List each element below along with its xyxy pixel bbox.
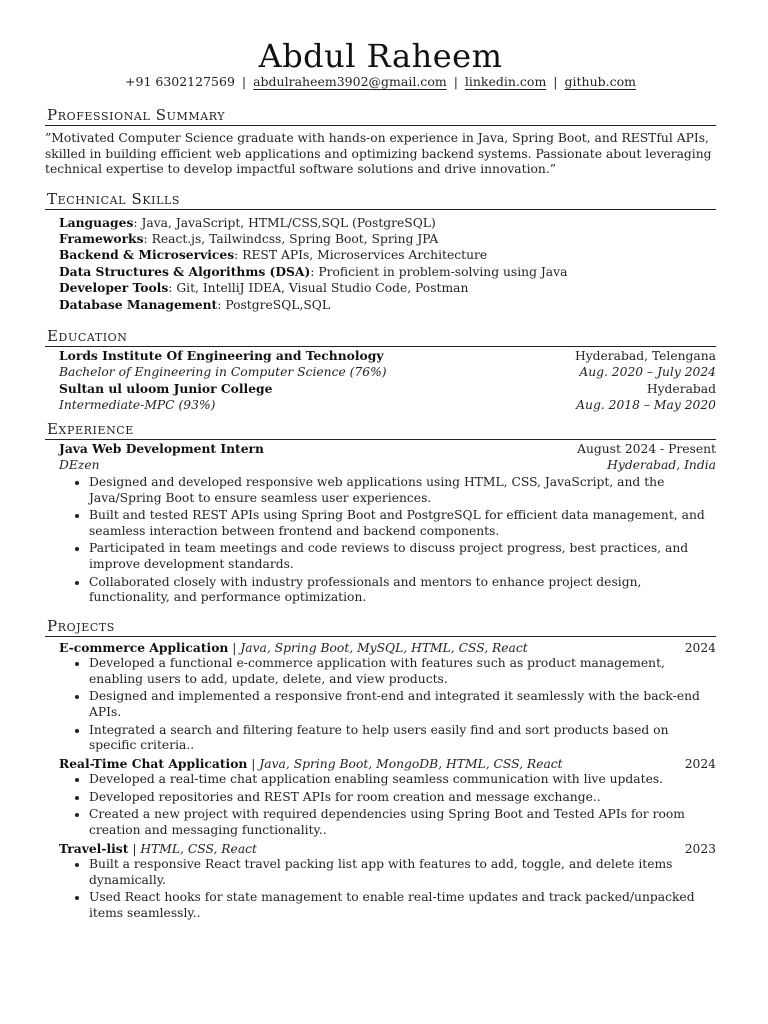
school-name-text: Lords Institute Of Engineering and Technology (59, 347, 384, 363)
skill-value: REST APIs, Microservices Architecture (242, 248, 488, 263)
job-location: Hyderabad, India (607, 458, 716, 473)
education-heading: Education (45, 327, 716, 347)
project-year: 2024 (684, 756, 716, 771)
skill-label: Frameworks (59, 230, 144, 246)
skill-separator: : (143, 231, 152, 246)
education-row (59, 364, 716, 381)
project-divider: | (128, 841, 141, 856)
bullet-item: • Developed a real-time chat application enabling seamless communication with live updates. (89, 772, 716, 788)
project-tech: Java, Spring Boot, MySQL, HTML, CSS, React (240, 640, 528, 655)
skill-value: React.js, Tailwindcss, Spring Boot, Spring JPA (151, 231, 439, 246)
projects-heading: Projects (45, 617, 716, 637)
projects-list (45, 640, 716, 922)
bullet-item: • Developed a functional e-commerce application with features such as product management, enabling users to add, update, delete, and view products. (89, 656, 716, 687)
email-link[interactable]: abdulraheem3902@gmail.com (253, 74, 447, 89)
project-heading (59, 756, 563, 773)
skill-label: Backend & Microservices (59, 247, 235, 263)
skill-line (59, 280, 716, 296)
experience-row (59, 457, 716, 474)
project-bullets (45, 857, 716, 921)
project-name: E-commerce Application (59, 639, 229, 655)
project-entry (45, 640, 716, 657)
job-role (59, 441, 264, 458)
skill-value: PostgreSQL,SQL (225, 297, 331, 312)
project-divider: | (247, 756, 260, 771)
skill-separator: : (310, 264, 319, 279)
project-bullets (45, 656, 716, 754)
skills-list (45, 215, 716, 313)
project-tech: Java, Spring Boot, MongoDB, HTML, CSS, React (259, 756, 563, 771)
skill-label: Data Structures & Algorithms (DSA) (59, 263, 311, 279)
experience-entry (45, 441, 716, 474)
school-name-text: Sultan ul uloom Junior College (59, 380, 273, 396)
project-tech: HTML, CSS, React (140, 841, 257, 856)
github-link[interactable]: github.com (564, 74, 636, 89)
bullet-item: • Collaborated closely with industry professionals and mentors to enhance project design, functionality, and performance optimization. (89, 575, 716, 606)
bullet-item: • Integrated a search and filtering feature to help users easily find and sort products based on specific criteria.. (89, 723, 716, 754)
linkedin-link[interactable]: linkedin.com (464, 74, 547, 89)
experience-bullets (45, 475, 716, 606)
skill-line (59, 247, 716, 263)
job-dates: August 2024 - Present (577, 441, 716, 456)
project-entry (45, 841, 716, 858)
job-role-text: Java Web Development Intern (59, 440, 264, 456)
project-bullets (45, 772, 716, 838)
school-name (59, 348, 383, 365)
company-name: DEzen (59, 458, 100, 473)
bullet-item: • Created a new project with required dependencies using Spring Boot and Tested APIs for room creation and messaging functionality.. (89, 807, 716, 838)
project-year: 2024 (684, 640, 716, 655)
bullet-item: • Designed and implemented a responsive front-end and integrated it seamlessly with the back-end APIs. (89, 689, 716, 720)
project-row (59, 640, 716, 657)
education-entry (45, 381, 716, 414)
experience-row (59, 441, 716, 458)
project-year: 2023 (684, 841, 716, 856)
bullet-item: • Used React hooks for state management to enable real-time updates and track packed/unpacked items seamlessly.. (89, 890, 716, 921)
experience-list (45, 441, 716, 606)
education-list (45, 348, 716, 414)
degree: Bachelor of Engineering in Computer Science (76%) (59, 365, 387, 380)
education-row (59, 348, 716, 365)
separator: | (553, 74, 558, 89)
project-divider: | (228, 640, 241, 655)
skill-line (59, 215, 716, 231)
project-row (59, 841, 716, 858)
skill-value: Proficient in problem-solving using Java (318, 264, 568, 279)
bullet-item: • Participated in team meetings and code reviews to discuss project progress, best practices, and improve development standards. (89, 541, 716, 572)
skill-value: Java, JavaScript, HTML/CSS,SQL (PostgreSQL) (141, 215, 436, 230)
bullet-item: • Designed and developed responsive web applications using HTML, CSS, JavaScript, and the Java/Spring Boot to ensure seamless user experiences. (89, 475, 716, 506)
summary-heading: Professional Summary (45, 106, 716, 126)
skill-separator: : (133, 215, 142, 230)
skill-line (59, 264, 716, 280)
skills-heading: Technical Skills (45, 190, 716, 210)
skill-label: Developer Tools (59, 280, 169, 296)
candidate-name: Abdul Raheem (258, 37, 503, 75)
experience-heading: Experience (45, 420, 716, 440)
skill-separator: : (234, 248, 243, 263)
degree: Intermediate-MPC (93%) (59, 398, 216, 413)
school-location: Hyderabad (646, 381, 716, 396)
project-heading (59, 640, 528, 657)
bullet-item: • Built and tested REST APIs using Spring Boot and PostgreSQL for efficient data management, and seamless interaction between frontend and backend components. (89, 508, 716, 539)
school-name (59, 381, 272, 398)
skill-value: Git, IntelliJ IDEA, Visual Studio Code, Postman (176, 281, 469, 296)
separator: | (241, 74, 247, 89)
education-row (59, 397, 716, 414)
project-heading (59, 841, 257, 858)
summary-text: ”Motivated Computer Science graduate with hands-on experience in Java, Spring Boot, and RESTful APIs, skilled in building efficient web applications and optimizing backend systems. Passionate about leveraging technical expertise to develop impactful software solutions and drive innovation.” (45, 131, 712, 176)
skill-separator: : (168, 281, 177, 296)
project-entry (45, 756, 716, 773)
skill-line (59, 297, 716, 313)
project-name: Real-Time Chat Application (59, 755, 248, 771)
education-row (59, 381, 716, 398)
bullet-item: • Built a responsive React travel packing list app with features to add, toggle, and delete items dynamically. (89, 857, 716, 888)
skill-label: Languages (59, 214, 134, 230)
phone-number: +91 6302127569 (125, 74, 235, 89)
bullet-item: • Developed repositories and REST APIs for room creation and message exchange.. (89, 790, 716, 806)
project-name: Travel-list (59, 840, 129, 856)
education-dates: Aug. 2018 – May 2020 (576, 398, 716, 413)
project-row (59, 756, 716, 773)
school-location: Hyderabad, Telengana (574, 348, 716, 363)
skill-line (59, 231, 716, 247)
education-dates: Aug. 2020 – July 2024 (579, 365, 716, 380)
skill-label: Database Management (59, 296, 218, 312)
contact-line (45, 74, 716, 90)
skill-separator: : (217, 297, 226, 312)
separator: | (453, 74, 458, 89)
education-entry (45, 348, 716, 381)
